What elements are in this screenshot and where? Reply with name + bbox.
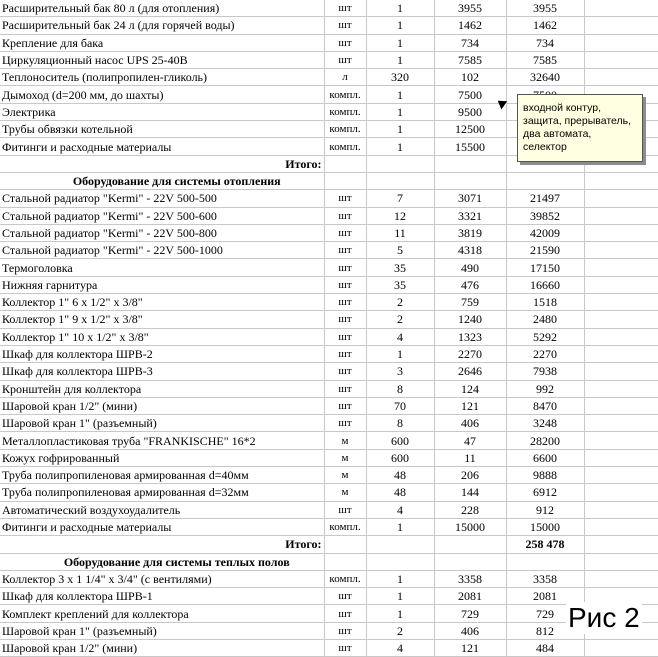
sum-cell[interactable]: 1462 bbox=[506, 17, 584, 34]
table-row bbox=[0, 570, 658, 587]
quantity-cell[interactable]: 35 bbox=[366, 276, 434, 293]
sum-cell[interactable]: 992 bbox=[506, 380, 584, 397]
table-row bbox=[0, 0, 658, 17]
sum-cell[interactable]: 28200 bbox=[506, 432, 584, 449]
price-cell[interactable]: 406 bbox=[434, 415, 506, 432]
item-name-cell[interactable]: Дымоход (d=200 мм, до шахты) bbox=[0, 86, 324, 103]
sum-cell[interactable]: 258 478 bbox=[506, 536, 584, 553]
item-name-cell[interactable]: Фитинги и расходные материалы bbox=[0, 138, 324, 155]
item-name-cell[interactable]: Шкаф для коллектора ШРВ-2 bbox=[0, 345, 324, 362]
table-row bbox=[0, 276, 658, 293]
item-name-cell[interactable]: Коллектор 1" 6 х 1/2" х 3/8" bbox=[0, 294, 324, 311]
sum-cell[interactable]: 1518 bbox=[506, 294, 584, 311]
quantity-cell[interactable]: 4 bbox=[366, 501, 434, 518]
unit-cell[interactable] bbox=[324, 172, 366, 189]
table-row bbox=[0, 588, 658, 605]
sum-cell[interactable]: 7938 bbox=[506, 363, 584, 380]
quantity-cell[interactable]: 8 bbox=[366, 415, 434, 432]
table-row bbox=[0, 605, 658, 622]
unit-cell[interactable]: шт bbox=[324, 345, 366, 362]
unit-cell[interactable]: компл. bbox=[324, 138, 366, 155]
quantity-cell[interactable]: 2 bbox=[366, 294, 434, 311]
quantity-cell[interactable]: 8 bbox=[366, 380, 434, 397]
price-cell[interactable]: 729 bbox=[434, 605, 506, 622]
quantity-cell[interactable]: 4 bbox=[366, 328, 434, 345]
unit-cell[interactable]: шт bbox=[324, 276, 366, 293]
item-name-cell[interactable]: Нижняя гарнитура bbox=[0, 276, 324, 293]
empty-cell[interactable] bbox=[584, 242, 658, 259]
sum-cell[interactable]: 15000 bbox=[506, 518, 584, 535]
unit-cell[interactable]: шт bbox=[324, 588, 366, 605]
empty-cell[interactable] bbox=[584, 553, 658, 570]
unit-cell[interactable]: компл. bbox=[324, 86, 366, 103]
table-row bbox=[0, 51, 658, 68]
unit-cell[interactable]: шт bbox=[324, 0, 366, 17]
empty-cell[interactable] bbox=[584, 415, 658, 432]
sum-cell[interactable]: 912 bbox=[506, 501, 584, 518]
unit-cell[interactable]: м bbox=[324, 432, 366, 449]
sum-cell[interactable]: 3358 bbox=[506, 570, 584, 587]
table-row bbox=[0, 311, 658, 328]
price-cell[interactable]: 15500 bbox=[434, 138, 506, 155]
empty-cell[interactable] bbox=[584, 34, 658, 51]
sum-cell[interactable]: 2270 bbox=[506, 345, 584, 362]
sum-cell[interactable]: 9888 bbox=[506, 467, 584, 484]
empty-cell[interactable] bbox=[584, 51, 658, 68]
sum-cell[interactable]: 7585 bbox=[506, 51, 584, 68]
price-cell[interactable]: 102 bbox=[434, 69, 506, 86]
sum-cell[interactable] bbox=[506, 172, 584, 189]
empty-cell[interactable] bbox=[584, 639, 658, 656]
table-row bbox=[0, 34, 658, 51]
unit-cell[interactable]: шт bbox=[324, 639, 366, 656]
item-name-cell[interactable]: Шкаф для коллектора ШРВ-1 bbox=[0, 588, 324, 605]
unit-cell[interactable]: шт bbox=[324, 17, 366, 34]
quantity-cell[interactable]: 1 bbox=[366, 345, 434, 362]
unit-cell[interactable]: шт bbox=[324, 242, 366, 259]
price-cell[interactable]: 124 bbox=[434, 380, 506, 397]
empty-cell[interactable] bbox=[584, 570, 658, 587]
sum-cell[interactable]: 812 bbox=[506, 622, 584, 639]
item-name-cell[interactable]: Итого: bbox=[0, 536, 324, 553]
price-cell[interactable]: 4318 bbox=[434, 242, 506, 259]
price-cell[interactable]: 1240 bbox=[434, 311, 506, 328]
quantity-cell[interactable]: 1 bbox=[366, 0, 434, 17]
table-row bbox=[0, 484, 658, 501]
price-cell[interactable]: 11 bbox=[434, 449, 506, 466]
unit-cell[interactable]: компл. bbox=[324, 518, 366, 535]
quantity-cell[interactable]: 1 bbox=[366, 86, 434, 103]
price-cell[interactable]: 47 bbox=[434, 432, 506, 449]
sum-cell[interactable]: 42009 bbox=[506, 224, 584, 241]
sum-cell[interactable]: 5292 bbox=[506, 328, 584, 345]
unit-cell[interactable]: шт bbox=[324, 622, 366, 639]
price-cell[interactable]: 1462 bbox=[434, 17, 506, 34]
empty-cell[interactable] bbox=[584, 484, 658, 501]
table-row bbox=[0, 190, 658, 207]
sum-cell[interactable]: 39852 bbox=[506, 207, 584, 224]
section-header-row bbox=[0, 172, 658, 189]
table-row bbox=[0, 415, 658, 432]
empty-cell[interactable] bbox=[584, 397, 658, 414]
quantity-cell[interactable] bbox=[366, 553, 434, 570]
empty-cell[interactable] bbox=[584, 467, 658, 484]
price-cell[interactable]: 7585 bbox=[434, 51, 506, 68]
price-cell[interactable]: 2646 bbox=[434, 363, 506, 380]
empty-cell[interactable] bbox=[584, 17, 658, 34]
unit-cell[interactable] bbox=[324, 536, 366, 553]
unit-cell[interactable] bbox=[324, 155, 366, 172]
sum-cell[interactable]: 2480 bbox=[506, 311, 584, 328]
price-cell[interactable]: 206 bbox=[434, 467, 506, 484]
item-name-cell[interactable]: Фитинги и расходные материалы bbox=[0, 518, 324, 535]
price-cell[interactable]: 2081 bbox=[434, 588, 506, 605]
unit-cell[interactable]: компл. bbox=[324, 570, 366, 587]
table-row bbox=[0, 639, 658, 656]
sum-cell[interactable]: 16660 bbox=[506, 276, 584, 293]
section-header-row bbox=[0, 553, 658, 570]
empty-cell[interactable] bbox=[584, 432, 658, 449]
item-name-cell[interactable]: Стальной радиатор "Kermi" - 22V 500-600 bbox=[0, 207, 324, 224]
quantity-cell[interactable]: 1 bbox=[366, 570, 434, 587]
quantity-cell[interactable]: 1 bbox=[366, 605, 434, 622]
quantity-cell[interactable]: 3 bbox=[366, 363, 434, 380]
item-name-cell[interactable]: Расширительный бак 24 л (для горячей воды) bbox=[0, 17, 324, 34]
quantity-cell[interactable]: 11 bbox=[366, 224, 434, 241]
item-name-cell[interactable]: Коллектор 3 х 1 1/4" х 3/4" (с вентилями) bbox=[0, 570, 324, 587]
empty-cell[interactable] bbox=[584, 69, 658, 86]
item-name-cell[interactable]: Крепление для бака bbox=[0, 34, 324, 51]
table-row bbox=[0, 242, 658, 259]
quantity-cell[interactable]: 1 bbox=[366, 51, 434, 68]
unit-cell[interactable]: шт bbox=[324, 190, 366, 207]
price-cell[interactable] bbox=[434, 553, 506, 570]
sum-cell[interactable]: 8470 bbox=[506, 397, 584, 414]
quantity-cell[interactable]: 600 bbox=[366, 432, 434, 449]
unit-cell[interactable]: шт bbox=[324, 224, 366, 241]
quantity-cell[interactable] bbox=[366, 172, 434, 189]
section-title: Оборудование для системы отопления bbox=[72, 174, 281, 189]
price-cell[interactable]: 3819 bbox=[434, 224, 506, 241]
unit-cell[interactable]: шт bbox=[324, 397, 366, 414]
sum-cell[interactable]: 3248 bbox=[506, 415, 584, 432]
price-cell[interactable]: 759 bbox=[434, 294, 506, 311]
unit-cell[interactable]: м bbox=[324, 449, 366, 466]
item-name-cell[interactable]: Расширительный бак 80 л (для отопления) bbox=[0, 0, 324, 17]
price-cell[interactable]: 490 bbox=[434, 259, 506, 276]
table-row bbox=[0, 328, 658, 345]
price-cell[interactable]: 734 bbox=[434, 34, 506, 51]
price-cell[interactable] bbox=[434, 172, 506, 189]
price-cell[interactable]: 121 bbox=[434, 639, 506, 656]
empty-cell[interactable] bbox=[584, 345, 658, 362]
price-cell[interactable]: 476 bbox=[434, 276, 506, 293]
sum-cell[interactable]: 734 bbox=[506, 34, 584, 51]
item-name-cell[interactable]: Коллектор 1" 10 х 1/2" х 3/8" bbox=[0, 328, 324, 345]
quantity-cell[interactable]: 4 bbox=[366, 639, 434, 656]
empty-cell[interactable] bbox=[584, 501, 658, 518]
sum-cell[interactable]: 17150 bbox=[506, 259, 584, 276]
quantity-cell[interactable]: 7 bbox=[366, 190, 434, 207]
item-name-cell[interactable]: Труба полипропиленовая армированная d=32мм bbox=[0, 484, 324, 501]
unit-cell[interactable]: шт bbox=[324, 311, 366, 328]
table-row bbox=[0, 224, 658, 241]
table-row bbox=[0, 518, 658, 535]
quantity-cell[interactable] bbox=[366, 536, 434, 553]
quantity-cell[interactable]: 600 bbox=[366, 449, 434, 466]
item-name-cell[interactable]: Кронштейн для коллектора bbox=[0, 380, 324, 397]
price-cell[interactable]: 144 bbox=[434, 484, 506, 501]
item-name-cell[interactable]: Шаровой кран 1/2" (мини) bbox=[0, 639, 324, 656]
price-cell[interactable]: 406 bbox=[434, 622, 506, 639]
unit-cell[interactable]: л bbox=[324, 69, 366, 86]
quantity-cell[interactable]: 35 bbox=[366, 259, 434, 276]
empty-cell[interactable] bbox=[584, 518, 658, 535]
table-row bbox=[0, 501, 658, 518]
quantity-cell[interactable]: 12 bbox=[366, 207, 434, 224]
table-row bbox=[0, 467, 658, 484]
price-cell[interactable]: 2270 bbox=[434, 345, 506, 362]
price-cell[interactable]: 3955 bbox=[434, 0, 506, 17]
quantity-cell[interactable] bbox=[366, 155, 434, 172]
item-name-cell[interactable]: Шаровой кран 1" (разъемный) bbox=[0, 622, 324, 639]
table-row bbox=[0, 432, 658, 449]
unit-cell[interactable]: компл. bbox=[324, 103, 366, 120]
section-title-cell[interactable] bbox=[0, 553, 324, 570]
quantity-cell[interactable]: 1 bbox=[366, 103, 434, 120]
quantity-cell[interactable]: 1 bbox=[366, 588, 434, 605]
table-row bbox=[0, 380, 658, 397]
unit-cell[interactable]: шт bbox=[324, 294, 366, 311]
empty-cell[interactable] bbox=[584, 536, 658, 553]
quantity-cell[interactable]: 70 bbox=[366, 397, 434, 414]
table-row bbox=[0, 345, 658, 362]
price-cell[interactable] bbox=[434, 155, 506, 172]
quantity-cell[interactable]: 1 bbox=[366, 518, 434, 535]
table-row bbox=[0, 397, 658, 414]
item-name-cell[interactable]: Электрика bbox=[0, 103, 324, 120]
sum-cell[interactable]: 3955 bbox=[506, 0, 584, 17]
quantity-cell[interactable]: 5 bbox=[366, 242, 434, 259]
sum-cell[interactable]: 21497 bbox=[506, 190, 584, 207]
empty-cell[interactable] bbox=[584, 259, 658, 276]
empty-cell[interactable] bbox=[584, 294, 658, 311]
table-row bbox=[0, 449, 658, 466]
table-row bbox=[0, 207, 658, 224]
section-title-cell[interactable] bbox=[0, 172, 324, 189]
item-name-cell[interactable]: Коллектор 1" 9 х 1/2" х 3/8" bbox=[0, 311, 324, 328]
table-row bbox=[0, 294, 658, 311]
item-name-cell[interactable]: Труба полипропиленовая армированная d=40мм bbox=[0, 467, 324, 484]
item-name-cell[interactable]: Автоматический воздухоудалитель bbox=[0, 501, 324, 518]
empty-cell[interactable] bbox=[584, 172, 658, 189]
price-cell[interactable]: 121 bbox=[434, 397, 506, 414]
price-cell[interactable]: 9500 bbox=[434, 103, 506, 120]
empty-cell[interactable] bbox=[584, 328, 658, 345]
section-title: Оборудование для системы теплых полов bbox=[63, 554, 290, 569]
unit-cell[interactable]: шт bbox=[324, 207, 366, 224]
quantity-cell[interactable]: 1 bbox=[366, 34, 434, 51]
empty-cell[interactable] bbox=[584, 311, 658, 328]
item-name-cell[interactable]: Кожух гофрированный bbox=[0, 449, 324, 466]
figure-label: Рис 2 bbox=[568, 602, 640, 633]
table-row bbox=[0, 17, 658, 34]
empty-cell[interactable] bbox=[584, 449, 658, 466]
price-cell[interactable]: 3071 bbox=[434, 190, 506, 207]
item-name-cell[interactable]: Стальной радиатор "Kermi" - 22V 500-500 bbox=[0, 190, 324, 207]
price-cell[interactable]: 15000 bbox=[434, 518, 506, 535]
unit-cell[interactable]: шт bbox=[324, 259, 366, 276]
price-cell[interactable]: 3321 bbox=[434, 207, 506, 224]
empty-cell[interactable] bbox=[584, 0, 658, 17]
empty-cell[interactable] bbox=[584, 276, 658, 293]
item-name-cell[interactable]: Итого: bbox=[0, 155, 324, 172]
quantity-cell[interactable]: 1 bbox=[366, 138, 434, 155]
item-name-cell[interactable]: Трубы обвязки котельной bbox=[0, 121, 324, 138]
unit-cell[interactable]: компл. bbox=[324, 121, 366, 138]
empty-cell[interactable] bbox=[584, 380, 658, 397]
item-name-cell[interactable]: Шаровой кран 1" (разъемный) bbox=[0, 415, 324, 432]
unit-cell[interactable] bbox=[324, 553, 366, 570]
price-cell[interactable]: 3358 bbox=[434, 570, 506, 587]
unit-cell[interactable]: шт bbox=[324, 328, 366, 345]
sum-cell[interactable] bbox=[506, 553, 584, 570]
item-name-cell[interactable]: Циркуляционный насос UPS 25-40B bbox=[0, 51, 324, 68]
item-name-cell[interactable]: Шкаф для коллектора ШРВ-3 bbox=[0, 363, 324, 380]
price-cell[interactable]: 228 bbox=[434, 501, 506, 518]
price-cell[interactable]: 7500 bbox=[434, 86, 506, 103]
quantity-cell[interactable]: 1 bbox=[366, 17, 434, 34]
unit-cell[interactable]: м bbox=[324, 484, 366, 501]
unit-cell[interactable]: м bbox=[324, 467, 366, 484]
quantity-cell[interactable]: 320 bbox=[366, 69, 434, 86]
table-row bbox=[0, 363, 658, 380]
unit-cell[interactable]: шт bbox=[324, 605, 366, 622]
unit-cell[interactable]: шт bbox=[324, 363, 366, 380]
item-name-cell[interactable]: Шаровой кран 1/2" (мини) bbox=[0, 397, 324, 414]
unit-cell[interactable]: шт bbox=[324, 51, 366, 68]
item-name-cell[interactable]: Теплоноситель (полипропилен-гликоль) bbox=[0, 69, 324, 86]
quantity-cell[interactable]: 2 bbox=[366, 622, 434, 639]
sum-cell[interactable]: 484 bbox=[506, 639, 584, 656]
unit-cell[interactable]: шт bbox=[324, 415, 366, 432]
unit-cell[interactable]: шт bbox=[324, 380, 366, 397]
table-row bbox=[0, 69, 658, 86]
sum-cell[interactable]: 32640 bbox=[506, 69, 584, 86]
quantity-cell[interactable]: 48 bbox=[366, 484, 434, 501]
sum-cell[interactable]: 6600 bbox=[506, 449, 584, 466]
cell-comment-note: входной контур, защита, прерыватель, два автомата, селектор bbox=[517, 94, 643, 162]
item-name-cell[interactable]: Комплект креплений для коллектора bbox=[0, 605, 324, 622]
unit-cell[interactable]: шт bbox=[324, 501, 366, 518]
sum-cell[interactable]: 21590 bbox=[506, 242, 584, 259]
table-row bbox=[0, 259, 658, 276]
sum-cell[interactable]: 729 bbox=[506, 605, 584, 622]
price-cell[interactable]: 12500 bbox=[434, 121, 506, 138]
empty-cell[interactable] bbox=[584, 190, 658, 207]
total-row bbox=[0, 536, 658, 553]
price-cell[interactable] bbox=[434, 536, 506, 553]
sum-cell[interactable]: 2081 bbox=[506, 588, 584, 605]
empty-cell[interactable] bbox=[584, 207, 658, 224]
quantity-cell[interactable]: 48 bbox=[366, 467, 434, 484]
item-name-cell[interactable]: Металлопластиковая труба "FRANKISCHE" 16*2 bbox=[0, 432, 324, 449]
table-row bbox=[0, 622, 658, 639]
item-name-cell[interactable]: Термоголовка bbox=[0, 259, 324, 276]
item-name-cell[interactable]: Стальной радиатор "Kermi" - 22V 500-1000 bbox=[0, 242, 324, 259]
sum-cell[interactable]: 6912 bbox=[506, 484, 584, 501]
quantity-cell[interactable]: 1 bbox=[366, 121, 434, 138]
unit-cell[interactable]: шт bbox=[324, 34, 366, 51]
empty-cell[interactable] bbox=[584, 363, 658, 380]
item-name-cell[interactable]: Стальной радиатор "Kermi" - 22V 500-800 bbox=[0, 224, 324, 241]
price-cell[interactable]: 1323 bbox=[434, 328, 506, 345]
quantity-cell[interactable]: 2 bbox=[366, 311, 434, 328]
empty-cell[interactable] bbox=[584, 224, 658, 241]
